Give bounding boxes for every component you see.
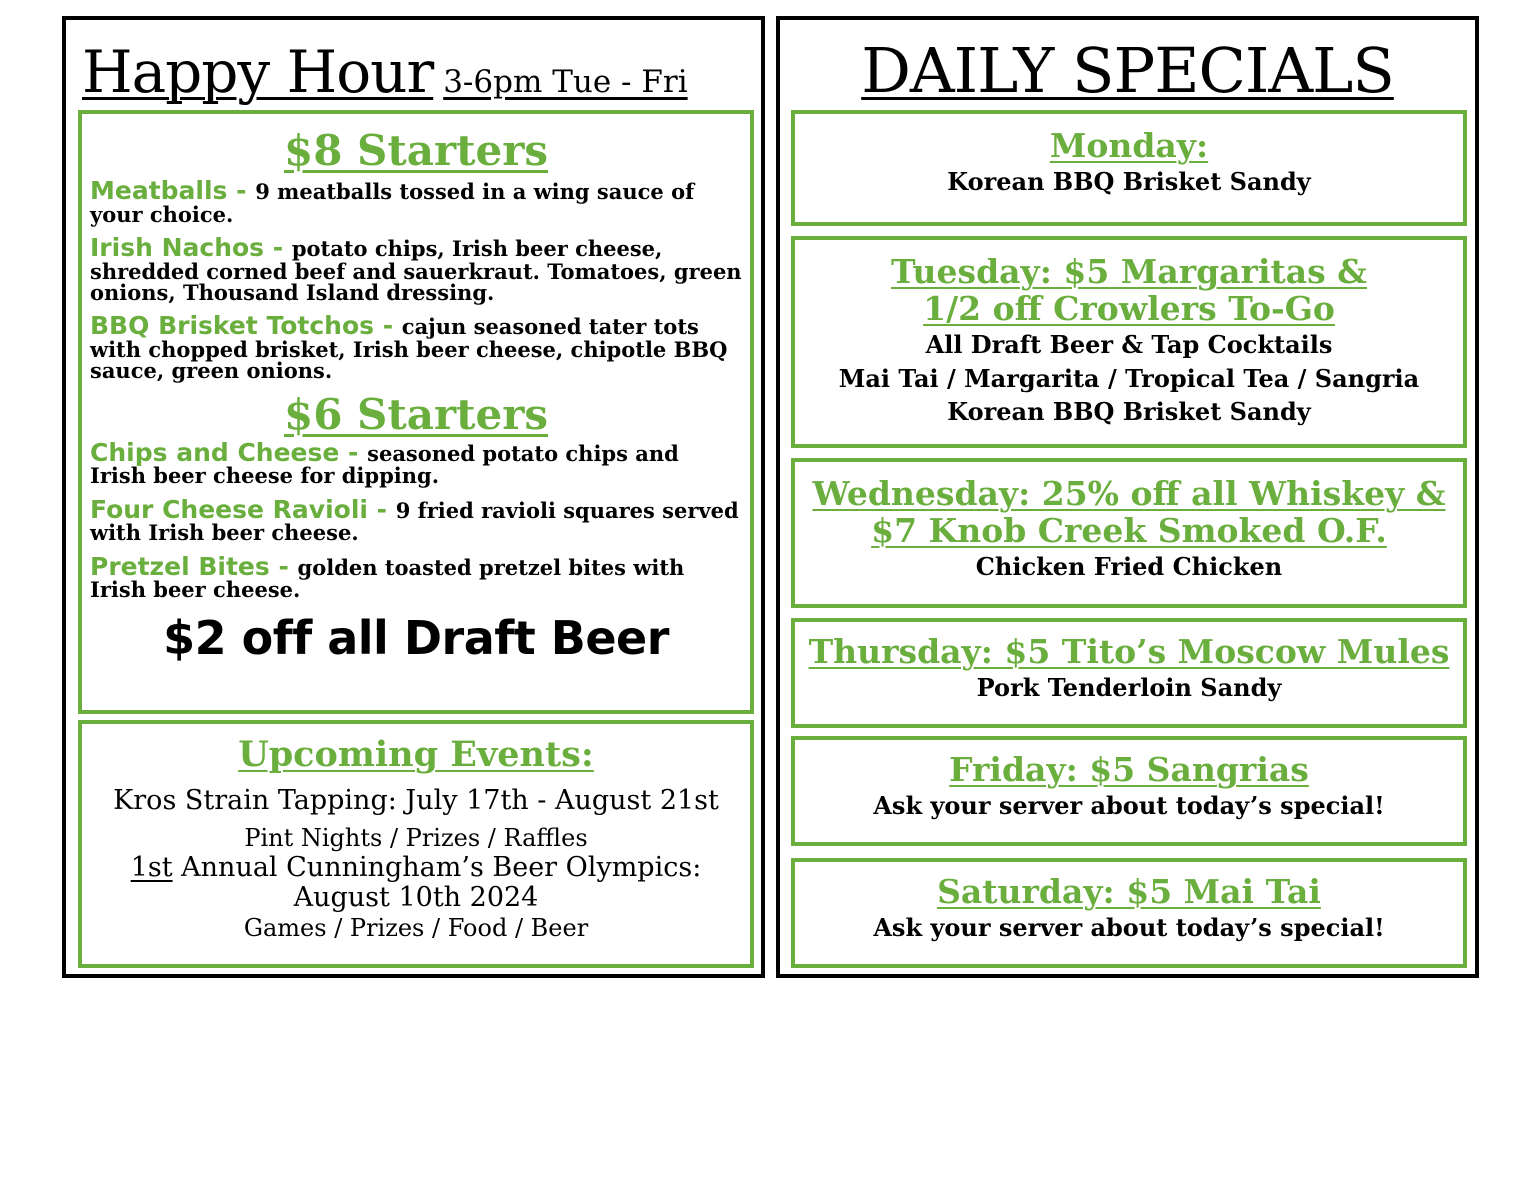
day-heading: 1/2 off Crowlers To-Go (923, 288, 1335, 328)
menu-item-name: BBQ Brisket Totchos - (90, 311, 402, 341)
day-heading: Wednesday: 25% off all Whiskey & (812, 474, 1446, 513)
menu-item-name: Chips and Cheese - (90, 437, 368, 467)
day-line: Korean BBQ Brisket Sandy (947, 166, 1311, 196)
upcoming-events-box (78, 720, 754, 968)
day-line: Ask your server about today’s special! (873, 790, 1385, 820)
menu-item (82, 494, 750, 546)
menu-item-desc: potato chips, Irish beer cheese, shredded corned beef and sauerkraut. Tomatoes, green onions, Thousand Island dressing. (90, 236, 742, 305)
events-heading: Upcoming Events: (238, 734, 594, 775)
day-line: Pork Tenderloin Sandy (976, 672, 1282, 702)
menu-item-name: Pretzel Bites - (90, 551, 298, 581)
day-special-saturday (791, 858, 1467, 968)
starters-6-heading: $6 Starters (283, 389, 549, 439)
menu-item (82, 437, 750, 489)
menu-item-name: Irish Nachos - (90, 233, 292, 263)
day-line: Ask your server about today’s special! (873, 912, 1385, 942)
menu-item-desc: seasoned potato chips and Irish beer cheese for dipping. (90, 440, 679, 489)
day-special-wednesday (791, 458, 1467, 608)
day-line: Korean BBQ Brisket Sandy (947, 397, 1311, 427)
day-heading: Saturday: $5 Mai Tai (937, 872, 1321, 911)
menu-item-desc: cajun seasoned tater tots with chopped brisket, Irish beer cheese, chipotle BBQ sauce, green onions. (90, 314, 728, 384)
daily-specials-panel (776, 16, 1479, 978)
starters-8-heading: $8 Starters (283, 126, 549, 175)
day-heading: $7 Knob Creek Smoked O.F. (871, 510, 1387, 550)
draft-beer-deal: $2 off all Draft Beer (163, 610, 669, 665)
menu-item-name: Meatballs - (90, 176, 256, 206)
day-line: Mai Tai / Margarita / Tropical Tea / Sangria (838, 363, 1420, 393)
event-text: Annual Cunningham’s Beer Olympics: (172, 851, 702, 883)
starters-box (78, 110, 754, 714)
menu-item-desc: 9 meatballs tossed in a wing sauce of your choice. (90, 179, 695, 227)
day-line: All Draft Beer & Tap Cocktails (925, 329, 1333, 359)
menu-item (82, 178, 750, 225)
day-special-tuesday (791, 236, 1467, 448)
starters-8-section (82, 128, 750, 382)
day-special-monday (791, 110, 1467, 226)
happy-hour-heading: Happy Hour (82, 38, 434, 106)
menu-item (82, 235, 750, 303)
event-line: August 10th 2024 (293, 882, 539, 914)
menu-item (82, 311, 750, 384)
happy-hour-time: 3-6pm Tue - Fri (443, 64, 688, 100)
menu-item-desc: 9 fried ravioli squares served with Irish beer cheese. (90, 497, 739, 546)
event-ordinal: 1st (130, 851, 173, 883)
happy-hour-title (82, 38, 752, 106)
event-line: Pint Nights / Prizes / Raffles (244, 823, 588, 852)
starters-6-section (82, 389, 750, 603)
day-heading: Monday: (1049, 126, 1209, 165)
menu-item (82, 551, 750, 603)
day-heading: Tuesday: $5 Margaritas & (891, 252, 1367, 291)
daily-specials-title: DAILY SPECIALS (861, 34, 1394, 107)
menu-item-desc: golden toasted pretzel bites with Irish beer cheese. (90, 554, 685, 603)
event-line (82, 853, 750, 883)
happy-hour-panel (62, 16, 765, 978)
day-special-thursday (791, 618, 1467, 728)
event-line: Kros Strain Tapping: July 17th - August 21st (113, 784, 719, 816)
menu-item-name: Four Cheese Ravioli - (90, 494, 396, 524)
day-line: Chicken Fried Chicken (975, 551, 1283, 581)
event-line: Games / Prizes / Food / Beer (243, 914, 589, 943)
day-special-friday (791, 736, 1467, 846)
day-heading: Thursday: $5 Tito’s Moscow Mules (808, 632, 1450, 671)
day-heading: Friday: $5 Sangrias (949, 750, 1309, 789)
